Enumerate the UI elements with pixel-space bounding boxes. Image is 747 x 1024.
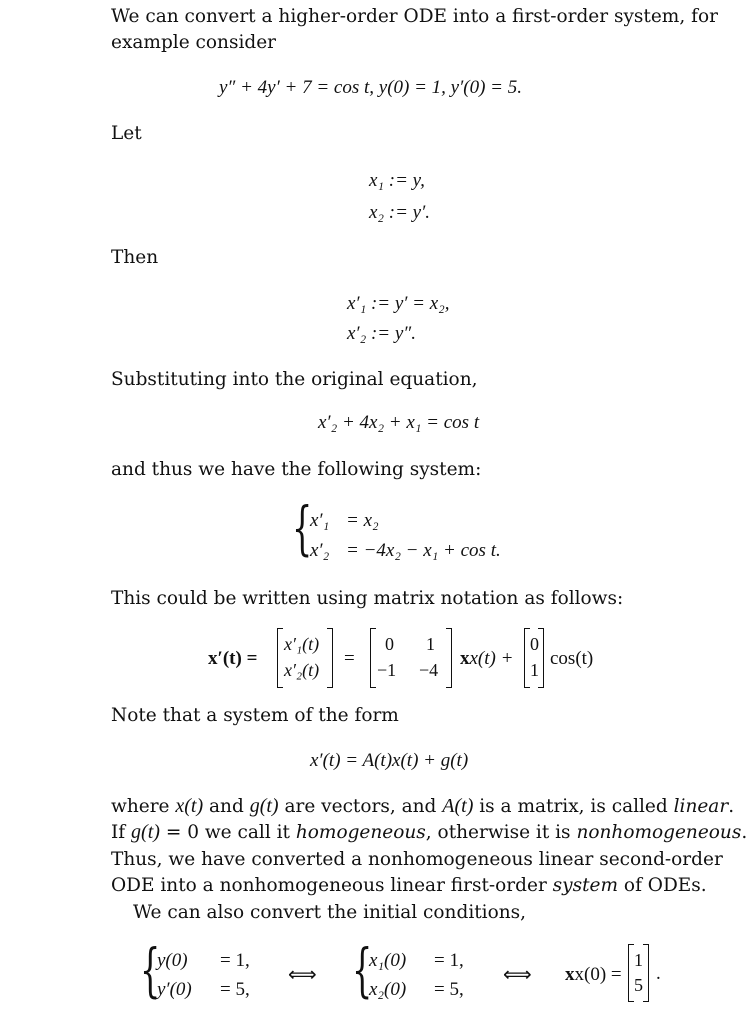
note-text: Note that a system of the form	[111, 705, 399, 726]
ode-equation: y″ + 4y′ + 7 = cos t, y(0) = 1, y′(0) = 5.	[219, 77, 522, 98]
ic-brace-1: {	[140, 936, 161, 1004]
der-x1: x′₁ := y′ = x₂,	[347, 293, 450, 314]
intro-line-2: example consider	[111, 32, 277, 53]
vec-bracket-right	[327, 628, 333, 688]
system-row2-rhs: = −4x₂ − x₁ + cos t.	[346, 540, 501, 561]
substituting-text: Substituting into the original equation,	[111, 369, 478, 390]
mat-cos: cos(t)	[550, 648, 594, 669]
thus-line: Thus, we have converted a nonhomogeneous linear second-order	[111, 849, 723, 870]
ic-vec-bracket-right	[643, 944, 649, 1002]
matrix-a22: −4	[419, 660, 439, 680]
system-intro-text: and thus we have the following system:	[111, 459, 482, 480]
ode-system	[292, 494, 552, 570]
ic-y0: y(0)	[157, 950, 188, 971]
system-row1-rhs: = x₂	[346, 510, 379, 531]
intro-line-1: We can convert a higher-order ODE into a first-order system, for	[111, 6, 718, 27]
if-line: If g(t) = 0 we call it homogeneous, otherwise it is nonhomogeneous.	[111, 821, 747, 843]
matrix-bracket-right	[446, 628, 452, 688]
initial-text: We can also convert the initial conditions,	[133, 902, 527, 923]
ic-period: .	[656, 963, 661, 984]
system-row2-lhs: x′₂	[310, 540, 330, 561]
vec-bracket-left	[277, 628, 283, 688]
ic-yp0-value: = 5,	[220, 979, 250, 1000]
def-x2: x₂ := y′.	[369, 202, 431, 223]
matrix-a12: 1	[426, 634, 435, 654]
vec-entry-2: x′₂(t)	[284, 660, 320, 680]
matrix-a11: 0	[385, 634, 394, 654]
vec-entry-1: x′₁(t)	[284, 634, 320, 654]
ic-x1: x₁(0)	[369, 950, 407, 971]
ode-line: ODE into a nonhomogeneous linear first-order system of ODEs.	[111, 875, 707, 896]
ic-brace-2: {	[352, 936, 373, 1004]
let-label: Let	[111, 123, 142, 144]
ic-y-cases	[140, 936, 280, 1012]
ic-vec-entry-1: 1	[634, 950, 643, 970]
general-system: x′(t) = A(t)x(t) + g(t)	[310, 750, 469, 771]
system-brace: {	[292, 494, 313, 562]
ic-x1-value: = 1,	[434, 950, 464, 971]
g-bracket-right	[538, 628, 544, 688]
matrix-a21: −1	[377, 660, 397, 680]
iff-arrow-2: ⟺	[503, 962, 532, 986]
ic-x2: x₂(0)	[369, 979, 407, 1000]
then-label: Then	[111, 247, 159, 268]
mat-equals: =	[344, 648, 355, 669]
iff-arrow-1: ⟺	[288, 962, 317, 986]
g-entry-2: 1	[530, 660, 539, 680]
der-x2: x′₂ := y″.	[347, 323, 416, 344]
def-x1: x₁ := y,	[369, 170, 425, 191]
where-line: where x(t) and g(t) are vectors, and A(t) is a matrix, is called linear.	[111, 795, 735, 817]
ic-x2-value: = 5,	[434, 979, 464, 1000]
mat-x-plus: xx(t) +	[460, 648, 514, 669]
ic-vector-lhs: xx(0) =	[565, 964, 622, 985]
ic-vec-entry-2: 5	[634, 975, 643, 995]
substituted-equation: x′₂ + 4x₂ + x₁ = cos t	[318, 412, 480, 433]
ic-y0-value: = 1,	[220, 950, 250, 971]
matrix-bracket-left	[370, 628, 376, 688]
matrix-intro-text: This could be written using matrix notation as follows:	[111, 588, 624, 609]
system-row1-lhs: x′₁	[310, 510, 330, 531]
g-entry-1: 0	[530, 634, 539, 654]
ic-yp0: y′(0)	[157, 979, 192, 1000]
ic-x-cases	[352, 936, 492, 1012]
mat-lhs: x′(t) =	[208, 648, 258, 669]
